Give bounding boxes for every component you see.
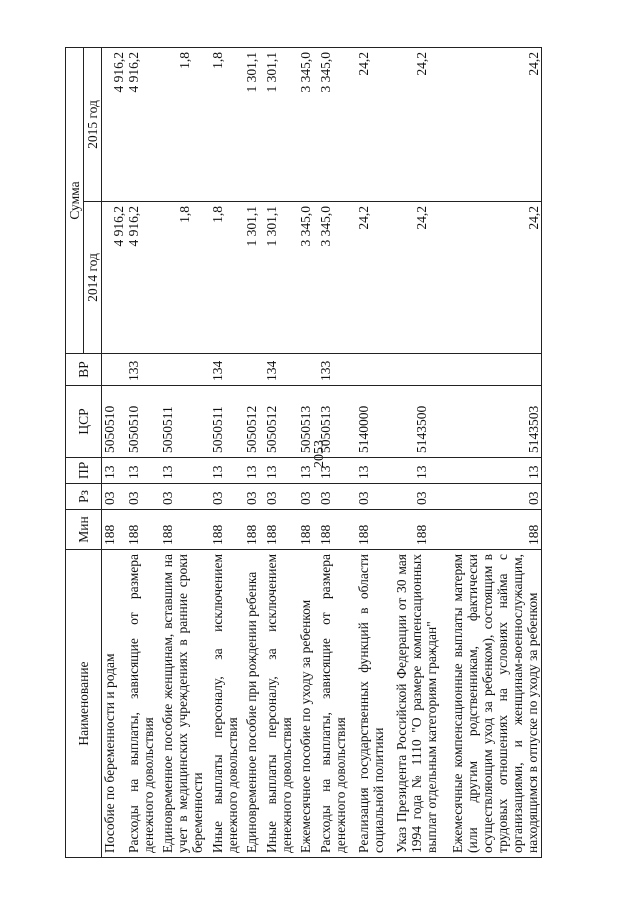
row-rz: 03 — [126, 484, 160, 510]
row-vr — [356, 354, 394, 386]
row-vr: 134 — [210, 354, 244, 386]
row-rz: 03 — [318, 484, 356, 510]
row-name: Расходы на выплаты, зависящие от размера денежного довольствия — [318, 550, 356, 858]
row-2015: 3 345,0 — [298, 47, 318, 201]
table-row — [126, 47, 160, 857]
row-vr: 133 — [318, 354, 356, 386]
row-2014: 1 301,1 — [244, 202, 264, 354]
row-rz: 03 — [394, 484, 450, 510]
row-pr: 13 — [102, 458, 126, 484]
row-vr: 134 — [264, 354, 298, 386]
row-2014: 3 345,0 — [298, 202, 318, 354]
row-csr: 5050512 — [244, 386, 264, 458]
row-name: Единовременное пособие женщинам, вставшим на учет в медицинских учреждениях в ранние сроки беременности — [160, 550, 210, 858]
row-pr: 13 — [160, 458, 210, 484]
budget-table — [65, 47, 542, 858]
table-row — [244, 47, 264, 857]
row-2015: 24,2 — [450, 47, 542, 201]
row-2014: 24,2 — [356, 202, 394, 354]
header-sum: Сумма — [66, 47, 84, 353]
row-pr: 13 — [318, 458, 356, 484]
row-name: Иные выплаты персоналу, за исключением денежного довольствия — [264, 550, 298, 858]
row-rz: 03 — [210, 484, 244, 510]
row-pr: 13 — [356, 458, 394, 484]
row-rz: 03 — [244, 484, 264, 510]
row-min: 188 — [210, 510, 244, 550]
header-csr: ЦСР — [66, 386, 102, 458]
header-pr: ПР — [66, 458, 102, 484]
row-csr: 5143500 — [394, 386, 450, 458]
row-2014: 1,8 — [160, 202, 210, 354]
row-2015: 4 916,2 — [126, 47, 160, 201]
row-csr: 5050511 — [160, 386, 210, 458]
page-number: 2053 — [312, 440, 327, 468]
row-min: 188 — [394, 510, 450, 550]
table-row — [318, 47, 356, 857]
row-2015: 1,8 — [160, 47, 210, 201]
row-vr — [160, 354, 210, 386]
row-2014: 1 301,1 — [264, 202, 298, 354]
row-min: 188 — [244, 510, 264, 550]
row-name: Расходы на выплаты, зависящие от размера денежного довольствия — [126, 550, 160, 858]
row-vr: 133 — [126, 354, 160, 386]
row-min: 188 — [356, 510, 394, 550]
row-2015: 1 301,1 — [244, 47, 264, 201]
row-csr: 5143503 — [450, 386, 542, 458]
rotated-table-container — [65, 48, 595, 858]
row-2014: 24,2 — [450, 202, 542, 354]
row-2015: 24,2 — [356, 47, 394, 201]
row-pr: 13 — [450, 458, 542, 484]
row-2014: 24,2 — [394, 202, 450, 354]
row-csr: 5050513 — [318, 386, 356, 458]
row-vr — [298, 354, 318, 386]
row-2015: 3 345,0 — [318, 47, 356, 201]
row-csr: 5050510 — [126, 386, 160, 458]
row-name: Ежемесячное пособие по уходу за ребенком — [298, 550, 318, 858]
row-2015: 1 301,1 — [264, 47, 298, 201]
row-min: 188 — [102, 510, 126, 550]
header-2015: 2015 год — [84, 47, 102, 201]
row-csr: 5140000 — [356, 386, 394, 458]
row-min: 188 — [450, 510, 542, 550]
row-name: Иные выплаты персоналу, за исключением денежного довольствия — [210, 550, 244, 858]
row-2015: 1,8 — [210, 47, 244, 201]
row-vr — [394, 354, 450, 386]
row-csr: 5050510 — [102, 386, 126, 458]
row-name: Пособие по беременности и родам — [102, 550, 126, 858]
row-name: Реализация государственных функций в области социальной политики — [356, 550, 394, 858]
row-name: Единовременное пособие при рождении ребенка — [244, 550, 264, 858]
row-pr: 13 — [394, 458, 450, 484]
row-rz: 03 — [160, 484, 210, 510]
row-2014: 4 916,2 — [102, 202, 126, 354]
row-min: 188 — [318, 510, 356, 550]
row-name: Указ Президента Российской Федерации от 30 мая 1994 года № 1110 "О размере компенсационных выплат отдельным категориям граждан" — [394, 550, 450, 858]
row-vr — [450, 354, 542, 386]
table-row — [210, 47, 244, 857]
row-pr: 13 — [126, 458, 160, 484]
table-row — [450, 47, 542, 857]
row-csr: 5050511 — [210, 386, 244, 458]
row-csr: 5050513 — [298, 386, 318, 458]
table-row — [356, 47, 394, 857]
row-rz: 03 — [450, 484, 542, 510]
row-2014: 1,8 — [210, 202, 244, 354]
header-min: Мин — [66, 510, 102, 550]
row-min: 188 — [298, 510, 318, 550]
table-row — [394, 47, 450, 857]
row-name: Ежемесячные компенсационные выплаты матерям (или другим родственникам, фактически осуществляющим уход за ребенком), состоящим в трудовых отношениях на условиях найма с организациями, и женщинам-военнослужащим, находящимся в отпуске по уходу за ребенком — [450, 550, 542, 858]
row-min: 188 — [160, 510, 210, 550]
header-rz: Рз — [66, 484, 102, 510]
row-pr: 13 — [244, 458, 264, 484]
row-min: 188 — [264, 510, 298, 550]
header-name: Наименование — [66, 550, 102, 858]
row-2014: 4 916,2 — [126, 202, 160, 354]
row-pr: 13 — [210, 458, 244, 484]
header-vr: ВР — [66, 354, 102, 386]
table-row — [298, 47, 318, 857]
row-rz: 03 — [356, 484, 394, 510]
row-rz: 03 — [264, 484, 298, 510]
row-pr: 13 — [264, 458, 298, 484]
row-rz: 03 — [298, 484, 318, 510]
row-2014: 3 345,0 — [318, 202, 356, 354]
row-rz: 03 — [102, 484, 126, 510]
row-min: 188 — [126, 510, 160, 550]
row-2015: 24,2 — [394, 47, 450, 201]
table-row — [102, 47, 126, 857]
row-pr: 13 — [298, 458, 318, 484]
row-csr: 5050512 — [264, 386, 298, 458]
table-row — [160, 47, 210, 857]
row-vr — [102, 354, 126, 386]
row-2015: 4 916,2 — [102, 47, 126, 201]
row-vr — [244, 354, 264, 386]
table-row — [264, 47, 298, 857]
header-2014: 2014 год — [84, 202, 102, 354]
